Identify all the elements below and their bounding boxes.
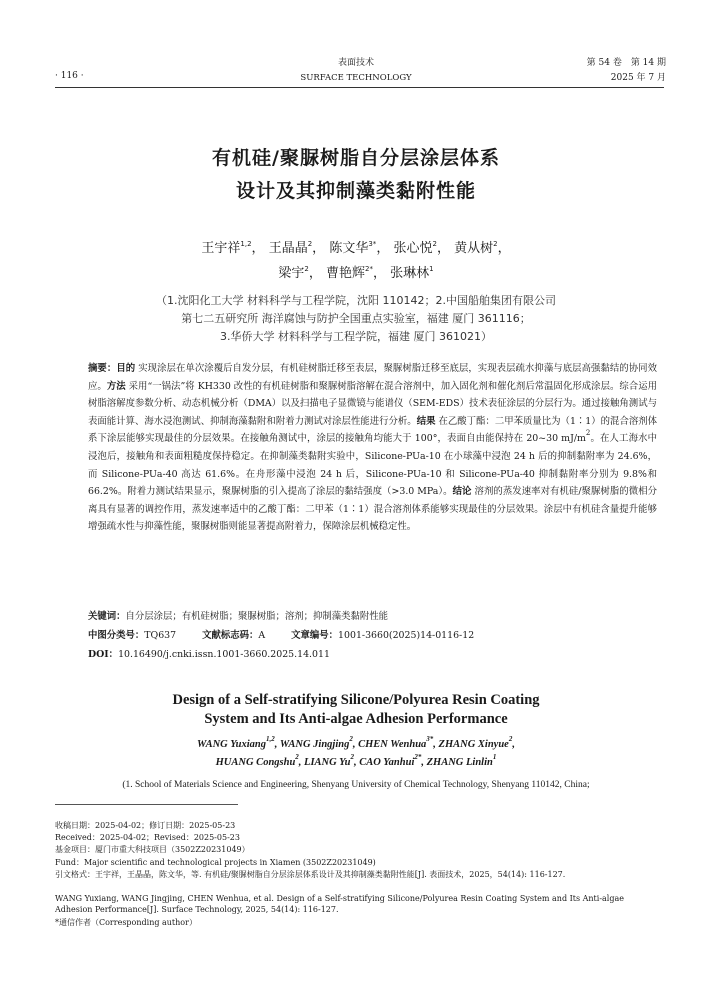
author-separator: , xyxy=(274,739,280,750)
authors-en-line2 xyxy=(0,754,712,771)
author-separator: , xyxy=(421,757,427,768)
title-cn-line1: 有机硅/聚脲树脂自分层涂层体系 xyxy=(212,147,500,169)
author-separator: , xyxy=(512,739,515,750)
received-cn: 收稿日期：2025-04-02；修订日期：2025-05-23 xyxy=(55,821,236,830)
author-affil-mark: 3* xyxy=(368,240,377,248)
author-affil-mark: 3* xyxy=(426,735,434,743)
author-affil-mark: 2 xyxy=(304,265,309,273)
author-affil-mark: 2 xyxy=(493,240,498,248)
objective-text: 实现涂层在单次涂覆后自发分层，有机硅树脂迁移至表层，聚脲树脂迁移至底层，实现表层疏水抑藻与底层高强黏结的协同效应。 xyxy=(88,363,657,392)
author-affil-mark: 1 xyxy=(429,265,434,273)
method-label: 方法 xyxy=(106,380,126,392)
doi-value: 10.16490/j.cnki.issn.1001-3660.2025.14.011 xyxy=(118,649,330,660)
corresponding-author: *通信作者（Corresponding author） xyxy=(55,918,197,927)
received-en: Received：2025-04-02；Revised：2025-05-23 xyxy=(55,833,240,842)
results-text: 在乙酸丁酯：二甲苯质量比为（1∶1）的混合溶剂体系下涂层能够实现最佳的分层效果。在接触角测试中，涂层的接触角均能大于 100°，表面自由能保持在 20~30 mJ/m xyxy=(88,415,657,445)
author-affil-mark: 1,2 xyxy=(240,240,252,248)
header-rule xyxy=(55,87,664,88)
article-number-label: 文章编号： xyxy=(291,630,339,641)
clc-value: TQ637 xyxy=(144,630,177,641)
author-affil-mark: 1 xyxy=(492,753,497,761)
doi xyxy=(88,647,657,662)
author-separator: , xyxy=(353,757,360,768)
conclusion-text: 溶剂的蒸发速率对有机硅/聚脲树脂的微相分离具有显著的调控作用，蒸发速率适中的乙酸丁酯：二甲苯（1∶1）混合溶剂体系能够实现最佳的分层效果。涂层中有机硅含量提升能够增强疏水性与抑藻性能，聚脲树脂则能显著提高附着力，保障涂层机械稳定性。 xyxy=(88,486,657,533)
abstract-label: 摘要： xyxy=(88,363,117,374)
article-number-value: 1001-3660(2025)14-0116-12 xyxy=(338,630,475,641)
author-en: CAO Yanhui xyxy=(359,757,415,768)
citation-en: WANG Yuxiang, WANG Jingjing, CHEN Wenhua, et al. Design of a Self-stratifying Silicone/Polyurea Resin Coating System and Its Anti-algae Adhesion Performance[J]. Surface Technology, 2025, 54(14): 116-127. xyxy=(55,894,624,915)
results-superscript: 2 xyxy=(585,429,591,438)
results-label: 结果 xyxy=(416,415,436,427)
conclusion-label: 结论 xyxy=(452,486,472,498)
page-number: · 116 · xyxy=(55,71,84,81)
author-separator: , xyxy=(433,739,439,750)
author-affil-mark: 2* xyxy=(414,753,422,761)
citation-cn: 引文格式：王宇祥，王晶晶，陈文华，等. 有机硅/聚脲树脂自分层涂层体系设计及其抑制藻类黏附性能[J]. 表面技术，2025，54(14): 116-127. xyxy=(55,870,566,879)
author-cn: 张琳林 xyxy=(390,266,430,281)
author-cn: 王宇祥 xyxy=(201,241,241,256)
doc-code-label: 文献标志码： xyxy=(202,630,259,641)
affiliation-cn-line1: （1.沈阳化工大学 材料科学与工程学院，沈阳 110142；2.中国船舶集团有限公司 xyxy=(156,294,556,307)
title-en-line2: System and Its Anti-algae Adhesion Performance xyxy=(204,711,508,727)
authors-en-line1 xyxy=(0,736,712,753)
journal-name-en: SURFACE TECHNOLOGY xyxy=(300,73,412,83)
author-separator: , xyxy=(298,757,305,768)
author-separator: ， xyxy=(376,241,390,256)
fund-en: Fund：Major scientific and technological projects in Xiamen (3502Z20231049) xyxy=(55,858,376,867)
keywords xyxy=(88,609,657,624)
author-affil-mark: 2 xyxy=(432,240,437,248)
authors-cn-line2 xyxy=(0,264,712,284)
author-separator: ， xyxy=(312,241,326,256)
doc-code-value: A xyxy=(258,630,266,641)
affiliation-cn-line2: 第七二五研究所 海洋腐蚀与防护全国重点实验室，福建 厦门 361116； xyxy=(181,312,531,325)
author-en: HUANG Congshu xyxy=(215,757,296,768)
issue-date: 2025 年 7 月 xyxy=(610,73,666,83)
author-cn: 王晶晶 xyxy=(268,241,308,256)
author-en: CHEN Wenhua xyxy=(358,739,427,750)
affiliation-en: (1. School of Materials Science and Engineering, Shenyang University of Chemical Technology, Shenyang 110142, China; xyxy=(122,780,590,790)
author-affil-mark: 2 xyxy=(350,753,354,761)
classification xyxy=(88,628,657,643)
volume-issue: 第 54 卷 第 14 期 xyxy=(586,58,666,68)
abstract xyxy=(88,360,657,536)
doi-label: DOI： xyxy=(88,649,119,660)
footnote-rule xyxy=(55,804,238,805)
clc-label: 中图分类号： xyxy=(88,630,145,641)
author-cn: 陈文华 xyxy=(329,241,369,256)
journal-name-cn: 表面技术 xyxy=(337,58,374,68)
author-affil-mark: 2 xyxy=(295,753,299,761)
author-affil-mark: 2 xyxy=(349,735,353,743)
author-affil-mark: 2* xyxy=(365,265,373,273)
author-affil-mark: 2 xyxy=(307,240,313,248)
author-en: WANG Yuxiang xyxy=(197,739,266,750)
results-text-continued: 。在人工海水中浸泡后，接触角和表面粗糙度保持稳定。在抑制藻类黏附实验中，Silicone-PUa-10 在小球藻中浸泡 24 h 后的抑制黏附率为 24.6%，而 Silicone-PUa-40 高达 61.6%。在舟形藻中浸泡 24 h 后，Silicone-PUa-10 和 Silicone-PUa-40 抑制黏附率分别为 9.8%和 66.2%。附着力测试结果显示，聚脲树脂的引入提高了涂层的黏结强度（>3.0 MPa）。 xyxy=(88,433,657,498)
authors-cn-line1 xyxy=(0,239,712,259)
author-en: ZHANG Xinyue xyxy=(438,739,509,750)
author-cn: 黄从树 xyxy=(454,241,494,256)
affiliation-cn-line3: 3.华侨大学 材料科学与工程学院，福建 厦门 361021） xyxy=(220,330,492,343)
author-separator: , xyxy=(352,739,359,750)
method-text: 采用“一锅法”将 KH330 改性的有机硅树脂和聚脲树脂溶解在混合溶剂中，加入固化剂和催化剂后常温固化形成涂层。综合运用树脂溶解度参数分析、动态机械分析（DMA）以及扫描电子显微镜与能谱仪（SEM-EDS）技术表征涂层的分层行为。通过接触角测试与表面能计算、海水浸泡测试、抑制海藻黏附和附着力测试对涂层性能进行分析。 xyxy=(88,380,657,427)
author-separator: ， xyxy=(497,241,511,256)
objective-label: 目的 xyxy=(116,363,136,374)
author-affil-mark: 1,2 xyxy=(266,735,275,743)
author-en: LIANG Yu xyxy=(304,757,351,768)
keywords-label: 关键词： xyxy=(88,611,126,622)
author-separator: ， xyxy=(308,266,322,281)
author-separator: ， xyxy=(372,266,386,281)
fund-cn: 基金项目：厦门市重大科技项目（3502Z20231049） xyxy=(55,845,250,854)
keywords-text: 自分层涂层；有机硅树脂；聚脲树脂；溶剂；抑制藻类黏附性能 xyxy=(125,611,389,622)
author-cn: 张心悦 xyxy=(393,241,433,256)
author-separator: ， xyxy=(251,241,265,256)
title-en-line1: Design of a Self-stratifying Silicone/Polyurea Resin Coating xyxy=(172,692,540,708)
title-cn-line2: 设计及其抑制藻类黏附性能 xyxy=(235,180,476,202)
author-cn: 梁宇 xyxy=(278,266,305,281)
author-cn: 曹艳辉 xyxy=(326,266,366,281)
author-en: ZHANG Linlin xyxy=(426,757,493,768)
author-affil-mark: 2 xyxy=(508,735,513,743)
author-en: WANG Jingjing xyxy=(279,739,350,750)
author-separator: ， xyxy=(436,241,450,256)
